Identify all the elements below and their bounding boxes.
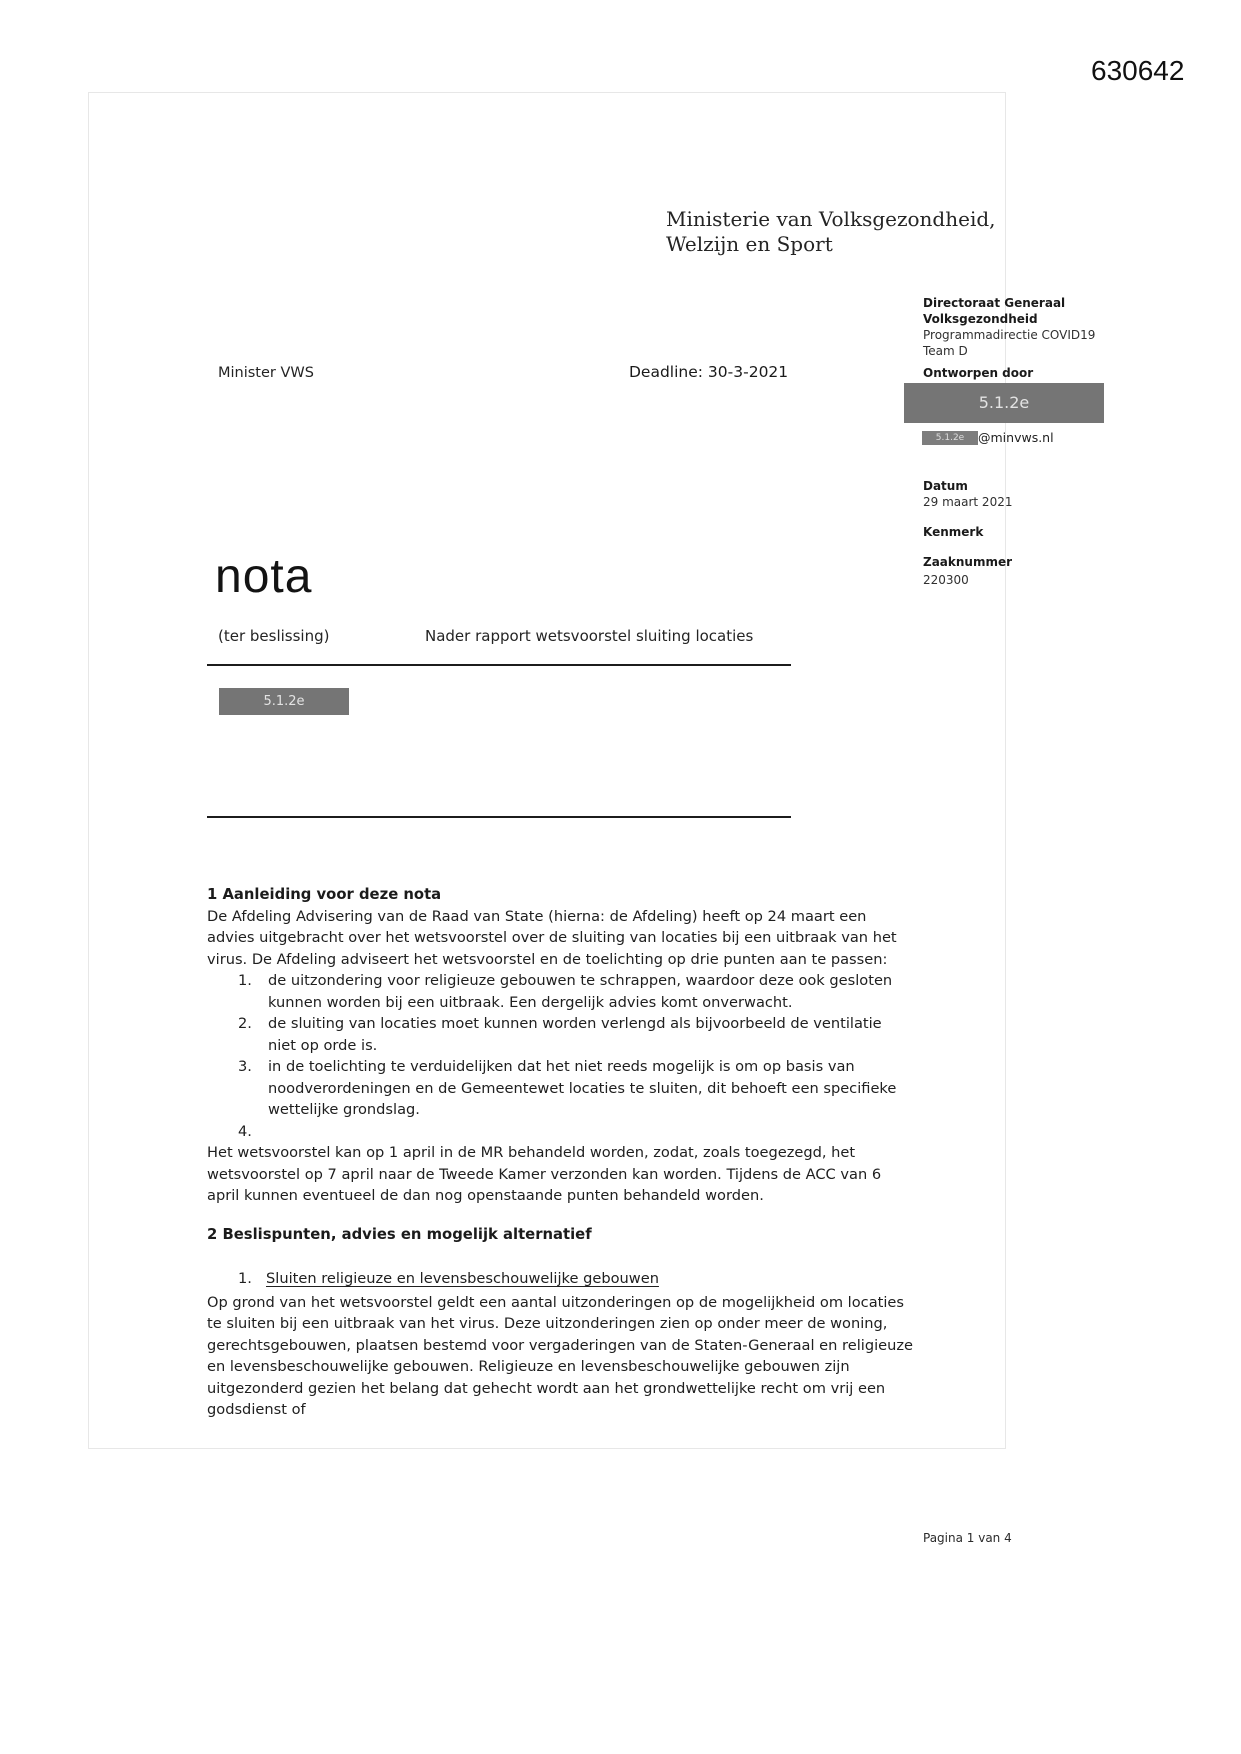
list-item-number: 4. bbox=[238, 1122, 252, 1140]
email-domain: @minvws.nl bbox=[978, 430, 1054, 445]
designed-by-label: Ontworpen door bbox=[923, 366, 1034, 380]
redaction-box-subject-line: 5.1.2e bbox=[219, 688, 349, 715]
nota-type-label: (ter beslissing) bbox=[218, 627, 330, 645]
list-item-text: in de toelichting te verduidelijken dat het niet reeds mogelijk is om op basis van noodverordeningen en de Gemeentewet locaties te sluiten, dit behoeft een specifieke wettelijke grondslag. bbox=[268, 1058, 897, 1118]
list-item bbox=[207, 1121, 913, 1143]
redaction-box-author: 5.1.2e bbox=[904, 383, 1104, 423]
section-1-heading: 1 Aanleiding voor deze nota bbox=[207, 886, 442, 903]
case-number-label: Zaaknummer bbox=[923, 555, 1013, 569]
list-item-text: de uitzondering voor religieuze gebouwen te schrappen, waardoor deze ook gesloten kunnen worden bij een uitbraak. Een dergelijk advies komt onverwacht. bbox=[268, 972, 893, 1011]
section-2-subitem bbox=[207, 1268, 913, 1290]
horizontal-rule-bottom bbox=[207, 816, 791, 818]
list-item bbox=[207, 970, 913, 1013]
section-1-outro: Het wetsvoorstel kan op 1 april in de MR behandeld worden, zodat, zoals toegezegd, het wetsvoorstel op 7 april naar de Tweede Kamer verzonden kan worden. Tijdens de ACC van 6 april kunnen eventueel de dan nog openstaande punten behandeld worden. bbox=[207, 1144, 882, 1204]
org-directorate-line1: Directoraat Generaal bbox=[923, 296, 1066, 310]
advice-points-list bbox=[207, 970, 913, 1142]
section-2-heading: 2 Beslispunten, advies en mogelijk alternatief bbox=[207, 1225, 592, 1243]
author-email bbox=[922, 430, 1054, 445]
list-item-text bbox=[268, 1121, 913, 1143]
page-title: nota bbox=[215, 550, 313, 603]
ministry-name-line1: Ministerie van Volksgezondheid, bbox=[666, 207, 996, 231]
list-item bbox=[207, 1013, 913, 1056]
subitem-number: 1. bbox=[238, 1270, 252, 1287]
subitem-title-underlined: Sluiten religieuze en levensbeschouwelijke gebouwen bbox=[266, 1270, 659, 1287]
reference-label: Kenmerk bbox=[923, 525, 984, 539]
list-item-number: 1. bbox=[238, 972, 252, 989]
nota-subject: Nader rapport wetsvoorstel sluiting locaties bbox=[425, 627, 754, 645]
ministry-name-line2: Welzijn en Sport bbox=[666, 232, 833, 256]
list-item-number: 2. bbox=[238, 1015, 252, 1032]
list-item bbox=[207, 1056, 913, 1121]
recipient: Minister VWS bbox=[218, 365, 314, 381]
page-number-footer: Pagina 1 van 4 bbox=[923, 1531, 1012, 1545]
redaction-box-email-user: 5.1.2e bbox=[922, 431, 978, 445]
document-number: 630642 bbox=[1091, 55, 1185, 86]
document-body bbox=[207, 884, 913, 1421]
case-number-value: 220300 bbox=[923, 573, 969, 587]
deadline: Deadline: 30-3-2021 bbox=[629, 363, 789, 381]
list-item-text: de sluiting van locaties moet kunnen worden verlengd als bijvoorbeeld de ventilatie niet op orde is. bbox=[268, 1015, 882, 1054]
org-directorate-line2: Volksgezondheid bbox=[923, 312, 1038, 326]
ministry-letterhead bbox=[666, 207, 996, 257]
list-item-number: 3. bbox=[238, 1058, 252, 1075]
org-programme: Programmadirectie COVID19 bbox=[923, 328, 1096, 342]
date-value: 29 maart 2021 bbox=[923, 495, 1013, 509]
section-1-intro: De Afdeling Advisering van de Raad van State (hierna: de Afdeling) heeft op 24 maart een advies uitgebracht over het wetsvoorstel over de sluiting van locaties bij een uitbraak van het virus. De Afdeling adviseert het wetsvoorstel en de toelichting op drie punten aan te passen: bbox=[207, 907, 897, 968]
org-team: Team D bbox=[923, 344, 968, 358]
horizontal-rule-top bbox=[207, 664, 791, 666]
section-2-paragraph: Op grond van het wetsvoorstel geldt een aantal uitzonderingen op de mogelijkheid om locaties te sluiten bij een uitbraak van het virus. Deze uitzonderingen zien op onder meer de woning, gerechtsgebouwen, plaatsen bestemd voor vergaderingen van de Staten-Generaal en religieuze en levensbeschouwelijke gebouwen. Religieuze en levensbeschouwelijke gebouwen zijn uitgezonderd gezien het belang dat gehecht wordt aan het grondwettelijke recht om vrij een godsdienst of bbox=[207, 1293, 914, 1418]
date-label: Datum bbox=[923, 479, 968, 493]
